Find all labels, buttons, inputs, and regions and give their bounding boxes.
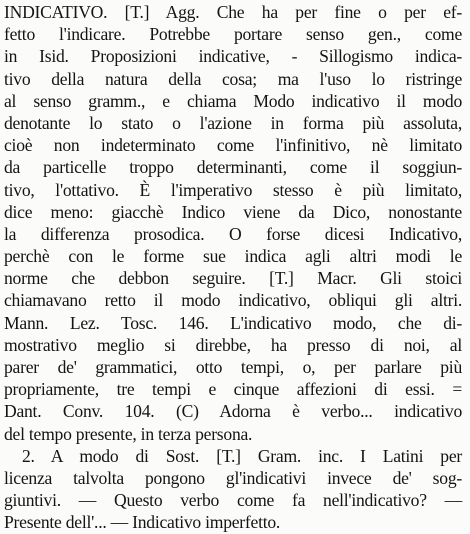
- entry-line-15: Mann. Lez. Tosc. 146. L'indicativo modo, che di-: [4, 312, 462, 333]
- entry-line-22: licenza talvolta pongono gl'indicativi invece de' sog-: [4, 467, 462, 488]
- entry-line-11: la differenza prosodica. O forse dicesi Indicativo,: [4, 223, 462, 244]
- entry-line-21: 2. A modo di Sost. [T.] Gram. inc. I Latini per: [22, 445, 462, 466]
- entry-line-13: norme che debbon seguire. [T.] Macr. Gli stoici: [4, 268, 462, 289]
- entry-line-4: tivo della natura della cosa; ma l'uso lo ristringe: [4, 68, 462, 89]
- entry-line-3: in Isid. Proposizioni indicative, - Sillogismo indica-: [4, 46, 462, 67]
- entry-line-18: propriamente, tre tempi e cinque affezioni di essi. =: [4, 379, 462, 400]
- entry-line-10: dice meno: giacchè Indico viene da Dico, nonostante: [4, 201, 462, 222]
- entry-line-16: mostrativo meglio si direbbe, ha presso di noi, al: [4, 334, 462, 355]
- entry-line-8: da particelle troppo determinanti, come il soggiun-: [4, 157, 462, 178]
- entry-line-23: giuntivi. — Questo verbo come fa nell'indicativo? —: [4, 490, 462, 511]
- entry-line-6: denotante lo stato o l'azione in forma più assoluta,: [4, 112, 462, 133]
- entry-line-5: al senso gramm., e chiama Modo indicativo il modo: [4, 90, 462, 111]
- entry-line-24: Presente dell'... — Indicativo imperfetto.: [4, 512, 281, 533]
- entry-line-17: parer de' grammatici, otto tempi, o, per parlare più: [4, 357, 462, 377]
- entry-line-7: cioè non indeterminato come l'infinitivo, nè limitato: [4, 135, 462, 156]
- entry-line-9: tivo, l'ottativo. È l'imperativo stesso è più limitato,: [4, 179, 462, 200]
- entry-line-12: perchè con le forme sue indica agli altri modi le: [4, 246, 462, 267]
- entry-line-1: INDICATIVO. [T.] Agg. Che ha per fine o per ef-: [4, 2, 462, 22]
- entry-line-19: Dant. Conv. 104. (C) Adorna è verbo... indicativo: [4, 401, 462, 422]
- entry-line-20: del tempo presente, in terza persona.: [4, 423, 253, 444]
- entry-line-2: fetto l'indicare. Potrebbe portare senso gen., come: [4, 24, 462, 45]
- entry-line-14: chiamavano retto il modo indicativo, obliqui gli altri.: [4, 290, 462, 311]
